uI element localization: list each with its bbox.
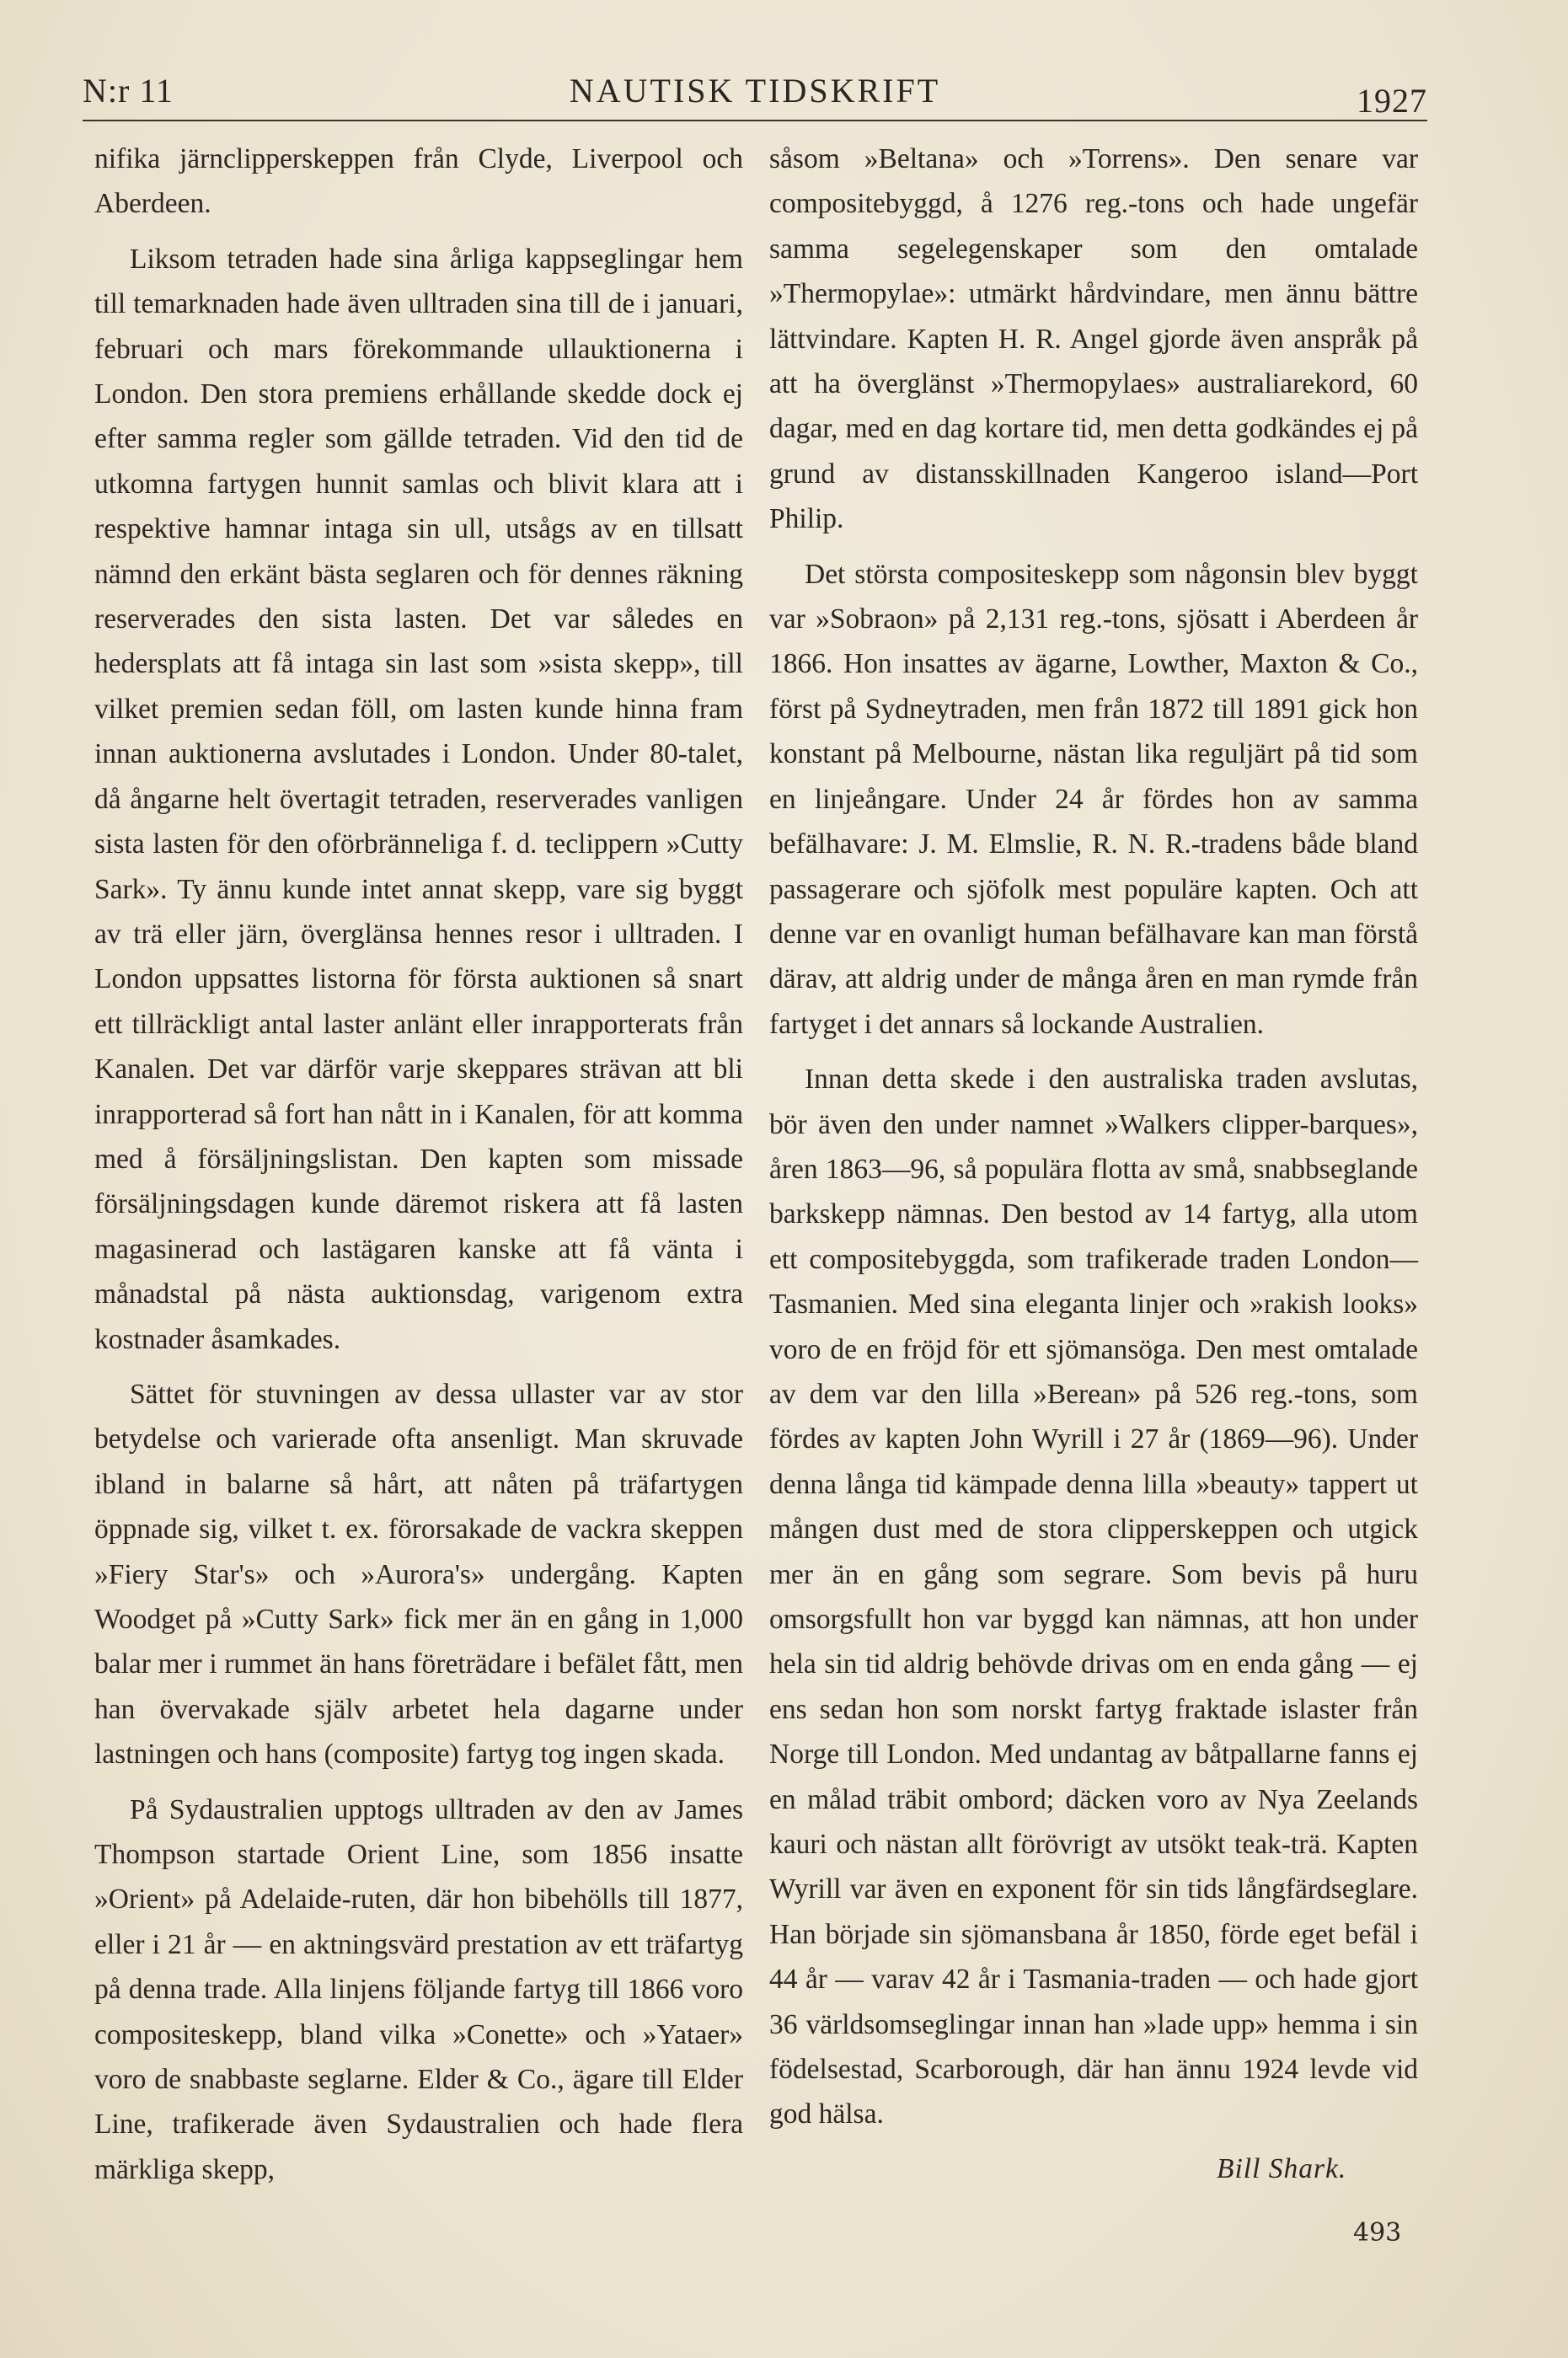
paragraph: Innan detta skede i den australiska traden avslutas, bör även den under namnet »Walkers clipper-barques», åren 1863—96, så populära flotta av små, snabbseglande barkskepp nämnas. Den bestod av 14 fartyg, alla utom ett compositebyggda, som trafikerade traden London—Tasmanien. Med sina eleganta linjer och »rakish looks» voro de en fröjd för ett sjömansöga. Den mest omtalade av dem var den lilla »Berean» på 526 reg.-tons, som fördes av kapten John Wyrill i 27 år (1869—96). Under denna långa tid kämpade denna lilla »beauty» tappert ut mången dust med de stora clipperskeppen och utgick mer än en gång som segrare. Som bevis på huru omsorgsfullt hon var byggd kan nämnas, att hon under hela sin tid aldrig behövde drivas om en enda gång — ej ens sedan hon som norskt fartyg fraktade islaster från Norge till London. Med undantag av båtpallarne fanns ej en målad träbit ombord; däcken voro av Nya Zeelands kauri och nästan allt förövrigt av utsökt teak-trä. Kapten Wyrill var även en exponent för sin tids långfärdseglare. Han började sin sjömansbana år 1850, förde eget befäl i 44 år — varav 42 år i Tasmania-traden — och hade gjort 36 världsomseglingar innan han »lade upp» hemma i sin födelsestad, Scarborough, där han ännu 1924 levde vid god hälsa. (769, 1064, 1418, 2130)
page-header (83, 66, 1427, 126)
paragraph: Det största compositeskepp som någonsin blev byggt var »Sobraon» på 2,131 reg.-tons, sjösatt i Aberdeen år 1866. Hon insattes av ägarne, Lowther, Maxton & Co., först på Sydneytraden, men från 1872 till 1891 gick hon konstant på Melbourne, nästan lika reguljärt på tid som en linjeångare. Under 24 år fördes hon av samma befälhavare: J. M. Elmslie, R. N. R.-tradens både bland passagerare och sjöfolk mest populäre kapten. Och att denne var en ovanligt human befälhavare kan man förstå därav, att aldrig under de många åren en man rymde från fartyget i det annars så lockande Australien. (769, 558, 1418, 1040)
header-rule (83, 120, 1427, 121)
paragraph: Liksom tetraden hade sina årliga kappseglingar hem till temarknaden hade även ulltraden sina till de i januari, februari och mars förekommande ullauktionerna i London. Den stora premiens erhållande skedde dock ej efter samma regler som gällde tetraden. Vid den tid de utkomna fartygen hunnit samlas och blivit klara att i respektive hamnar intaga sin ull, utsågs av en tillsatt nämnd den erkänt bästa seglaren och för dennes räkning reserverades den sista lasten. Det var således en hedersplats att få intaga sin last som »sista skepp», till vilket premien sedan föll, om lasten kunde hinna fram innan auktionerna avslutades i London. Under 80-talet, då ångarne helt övertagit tetraden, reserverades vanligen sista lasten för den oförbränneliga f. d. teclippern »Cutty Sark». Ty ännu kunde intet annat skepp, vare sig byggt av trä eller järn, överglänsa hennes resor i ulltraden. I London uppsattes listorna för första auktionen så snart ett tillräckligt antal laster anlänt eller inrapporterats från Kanalen. Det var därför varje skeppares strävan att bli inrapporterad så fort han nått in i Kanalen, för att komma med å försäljningslistan. Den kapten som missade försäljningsdagen kunde däremot riskera att få lasten magasinerad och lastägaren kanske att få vänta i månadstal på nästa auktionsdag, varigenom extra kostnader åsamkades. (94, 243, 743, 1355)
right-column (769, 137, 1418, 2147)
paragraph: Sättet för stuvningen av dessa ullaster var av stor betydelse och varierade ofta ansenligt. Man skruvade ibland in balarne så hårt, att nåten på träfartygen öppnade sig, vilket t. ex. förorsakade de vackra skeppen »Fiery Star's» och »Aurora's» undergång. Kapten Woodget på »Cutty Sark» fick mer än en gång in 1,000 balar mer i rummet än hans företrädare i befälet fått, men han övervakade själv arbetet hela dagarne under lastningen och hans (composite) fartyg tog ingen skada. (94, 1378, 743, 1771)
paragraph: På Sydaustralien upptogs ulltraden av den av James Thompson startade Orient Line, som 1856 insatte »Orient» på Adelaide-ruten, där hon bibehölls till 1877, eller i 21 år — en aktningsvärd prestation av ett träfartyg på denna trade. Alla linjens följande fartyg till 1866 voro compositeskepp, bland vilka »Conette» och »Yataer» voro de snabbaste seglarne. Elder & Co., ägare till Elder Line, trafikerade även Sydaustralien och hade flera märkliga skepp, (94, 1793, 743, 2185)
issue-year: 1927 (1357, 82, 1427, 120)
paragraph: nifika järnclipperskeppen från Clyde, Liverpool och Aberdeen. (94, 143, 743, 220)
page-number: 493 (1353, 2218, 1402, 2248)
paragraph: såsom »Beltana» och »Torrens». Den senare var compositebyggd, å 1276 reg.-tons och hade ungefär samma segelegenskaper som den omtalade »Thermopylae»: utmärkt hårdvindare, men ännu bättre lättvindare. Kapten H. R. Angel gjorde även anspråk på att ha överglänst »Thermopylaes» australiarekord, 60 dagar, med en dag kortare tid, men detta godkändes ej på grund av distansskillnaden Kangeroo island—Port Philip. (769, 143, 1418, 535)
left-column (94, 137, 743, 2202)
author-signature: Bill Shark. (1217, 2153, 1347, 2184)
issue-number: N:r 11 (83, 72, 174, 110)
journal-title: NAUTISK TIDSKRIFT (569, 72, 941, 110)
